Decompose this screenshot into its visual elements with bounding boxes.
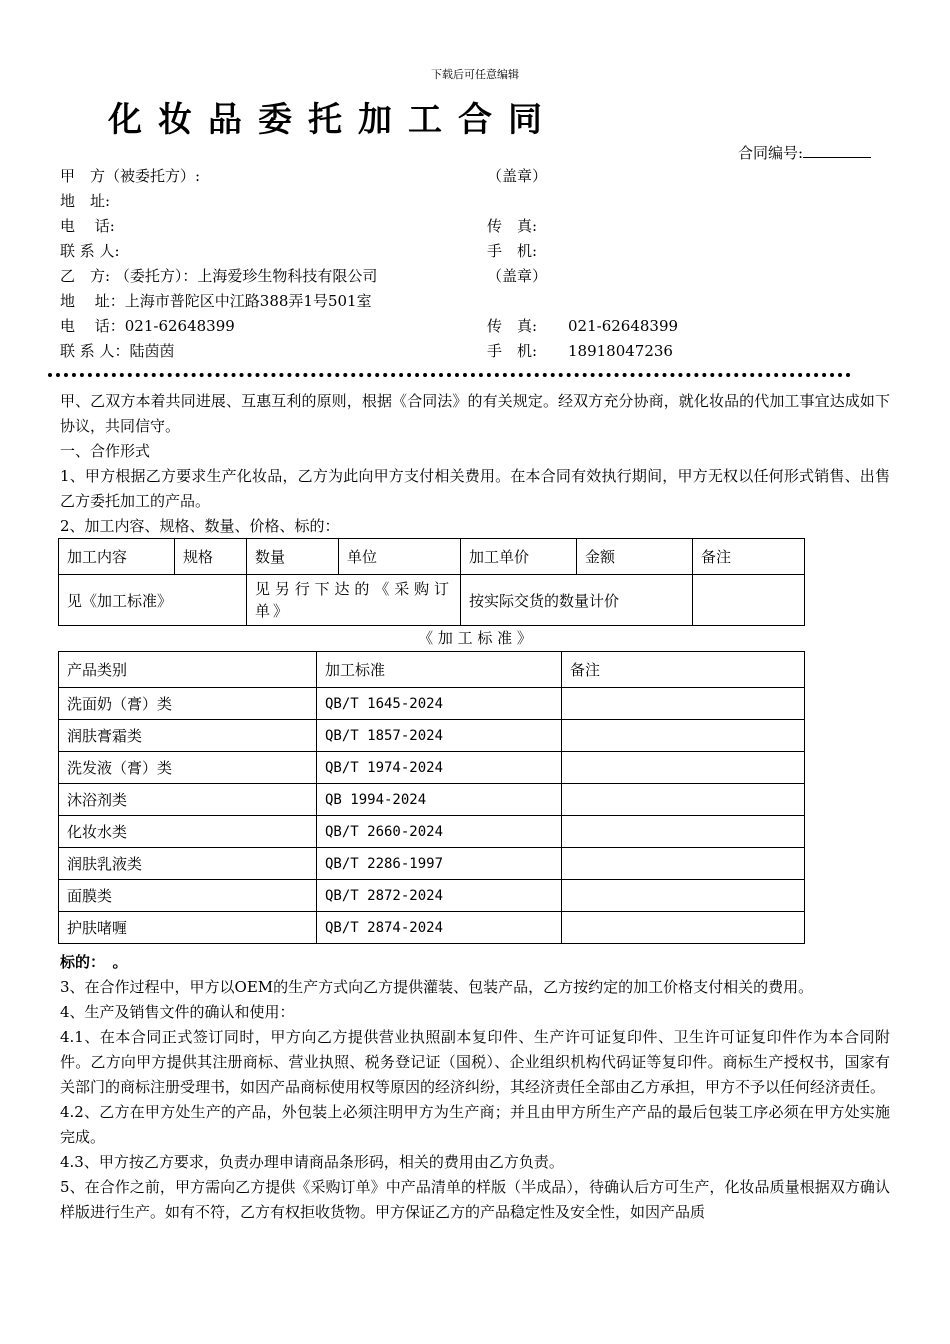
category-cell: 润肤膏霜类	[59, 720, 317, 752]
standards-table	[58, 651, 805, 944]
header-cell: 数量	[247, 539, 339, 575]
table-row	[59, 816, 805, 848]
contract-number-blank	[803, 143, 871, 158]
header-cell: 加工单价	[461, 539, 577, 575]
standard-cell: QB/T 1974-2024	[317, 752, 562, 784]
table-row	[59, 784, 805, 816]
party-b-contact: 联 系 人：陆茵茵	[60, 342, 175, 360]
header-cell: 单位	[339, 539, 461, 575]
clause-4-1: 4.1、在本合同正式签订同时，甲方向乙方提供营业执照副本复印件、生产许可证复印件、卫生许可证复印件作为本合同附件。乙方向甲方提供其注册商标、营业执照、税务登记证（国税）、企业组织机构代码证等复印件。商标生产授权书，国家有关部门的商标注册受理书，如因产品商标使用权等原因的经济纠纷，其经济责任全部由乙方承担，甲方不予以任何经济责任。	[60, 1028, 890, 1096]
category-cell: 护肤啫喱	[59, 912, 317, 944]
party-a-label: 甲 方（被委托方）:	[60, 167, 201, 185]
category-cell: 洗面奶（膏）类	[59, 688, 317, 720]
standard-cell: QB 1994-2024	[317, 784, 562, 816]
standard-cell: QB/T 2872-2024	[317, 880, 562, 912]
processing-header-row	[59, 539, 805, 575]
party-b-address: 地 址：上海市普陀区中江路388弄1号501室	[60, 292, 372, 310]
party-b-stamp: （盖章）	[487, 267, 548, 285]
processing-data-row	[59, 575, 805, 626]
clause-5: 5、在合作之前，甲方需向乙方提供《采购订单》中产品清单的样版（半成品），待确认后方可生产，化妆品质量根据双方确认样版进行生产。如有不符，乙方有权拒收货物。甲方保证乙方的产品稳定性及安全性，如因产品质	[60, 1178, 890, 1221]
note-cell	[562, 752, 805, 784]
table-row	[59, 752, 805, 784]
dotted-divider	[48, 373, 851, 377]
party-a-fax: 传 真:	[487, 217, 538, 235]
standards-header-row	[59, 652, 805, 688]
party-a-phone: 电 话:	[60, 217, 115, 235]
party-b-fax-label: 传 真:	[487, 317, 538, 335]
section-1-heading: 一、合作形式	[60, 442, 151, 460]
intro-paragraph: 甲、乙双方本着共同进展、互惠互利的原则，根据《合同法》的有关规定。经双方充分协商，就化妆品的代加工事宜达成如下协议，共同信守。	[60, 392, 890, 435]
intro-block	[60, 389, 890, 539]
note-cell	[693, 575, 805, 626]
header-cell: 加工内容	[59, 539, 175, 575]
header-cell: 产品类别	[59, 652, 317, 688]
standard-cell: QB/T 2660-2024	[317, 816, 562, 848]
clause-4-2: 4.2、乙方在甲方处生产的产品，外包装上必须注明甲方为生产商；并且由甲方所生产产品的最后包装工序必须在甲方处实施完成。	[60, 1103, 890, 1146]
party-b-mobile: 18918047236	[568, 342, 673, 360]
clause-3: 3、在合作过程中，甲方以OEM的生产方式向乙方提供灌装、包装产品，乙方按约定的加工价格支付相关的费用。	[60, 978, 814, 996]
note-cell	[562, 816, 805, 848]
processing-table	[58, 538, 805, 626]
category-cell: 润肤乳液类	[59, 848, 317, 880]
category-cell: 洗发液（膏）类	[59, 752, 317, 784]
note-cell	[562, 848, 805, 880]
table-row	[59, 848, 805, 880]
content-cell: 见《加工标准》	[59, 575, 247, 626]
clauses-block	[60, 950, 890, 1225]
table-row	[59, 912, 805, 944]
clause-2: 2、加工内容、规格、数量、价格、标的：	[60, 517, 340, 535]
note-cell	[562, 720, 805, 752]
note-cell	[562, 784, 805, 816]
note-cell	[562, 880, 805, 912]
party-b-label: 乙 方: （委托方）：上海爱珍生物科技有限公司	[60, 267, 378, 285]
party-b-mobile-label: 手 机:	[487, 342, 538, 360]
contract-number	[738, 142, 871, 163]
table-row	[59, 688, 805, 720]
party-a-address: 地 址:	[60, 192, 111, 210]
clause-4-3: 4.3、甲方按乙方要求，负责办理申请商品条形码，相关的费用由乙方负责。	[60, 1153, 564, 1171]
clause-4: 4、生产及销售文件的确认和使用：	[60, 1003, 295, 1021]
party-b-phone: 电 话：021-62648399	[60, 317, 235, 335]
document-title: 化妆品委托加工合同	[108, 100, 558, 140]
contract-number-label: 合同编号:	[738, 144, 804, 162]
download-note: 下载后可任意编辑	[431, 68, 519, 81]
standard-cell: QB/T 2286-1997	[317, 848, 562, 880]
table-row	[59, 720, 805, 752]
note-cell	[562, 688, 805, 720]
party-b-fax: 021-62648399	[568, 317, 679, 335]
category-cell: 化妆水类	[59, 816, 317, 848]
standard-cell: QB/T 2874-2024	[317, 912, 562, 944]
header-cell: 规格	[175, 539, 247, 575]
header-cell: 备注	[693, 539, 805, 575]
header-cell: 金额	[577, 539, 693, 575]
header-cell: 备注	[562, 652, 805, 688]
standard-cell: QB/T 1645-2024	[317, 688, 562, 720]
standards-caption: 《 加 工 标 准 》	[418, 629, 532, 647]
subject-line: 标的： 。	[60, 953, 128, 971]
category-cell: 沐浴剂类	[59, 784, 317, 816]
note-cell	[562, 912, 805, 944]
party-a-contact: 联 系 人:	[60, 242, 120, 260]
header-cell: 加工标准	[317, 652, 562, 688]
standard-cell: QB/T 1857-2024	[317, 720, 562, 752]
table-row	[59, 880, 805, 912]
clause-1: 1、甲方根据乙方要求生产化妆品，乙方为此向甲方支付相关费用。在本合同有效执行期间，甲方无权以任何形式销售、出售乙方委托加工的产品。	[60, 467, 890, 510]
category-cell: 面膜类	[59, 880, 317, 912]
party-a-mobile: 手 机:	[487, 242, 538, 260]
quantity-cell: 见另行下达的《采购订单》	[247, 575, 461, 626]
price-cell: 按实际交货的数量计价	[461, 575, 693, 626]
party-a-stamp: （盖章）	[487, 167, 548, 185]
